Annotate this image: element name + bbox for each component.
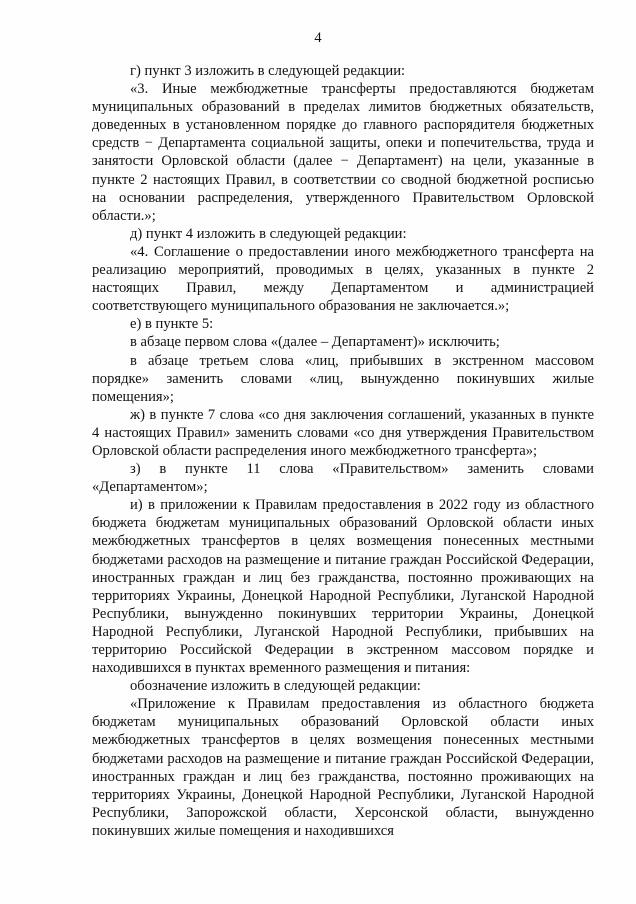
paragraph-d: д) пункт 4 изложить в следующей редакции: [130, 225, 407, 242]
paragraph-appendix-title: «Приложение к Правилам предоставления из областного бюджета бюджетам муниципальных образований Орловской области иных межбюджетных трансфертов в целях возмещения понесенных местными бюджетами расходов на размещение и питание граждан Российской Федерации, иностранных граждан и лиц без гражданства, постоянно проживающих на территориях Украины, Донецкой Народной Республики, Луганской Народной Республики, Запорожской области, Херсонской области, вынужденно покинувших жилые помещения и находившихся [92, 696, 594, 839]
paragraph-i: и) в приложении к Правилам предоставления в 2022 году из областного бюджета бюджетам муниципальных образований Орловской области иных межбюджетных трансфертов в целях возмещения понесенных местными бюджетами расходов на размещение и питание граждан Российской Федерации, иностранных граждан и лиц без гражданства, постоянно проживающих на территориях Украины, Донецкой Народной Республики, Луганской Народной Республики, вынужденно покинувших территории Украины, Донецкой Народной Республики, Луганской Народной Республики, прибывших на территорию Российской Федерации в экстренном массовом порядке и находившихся в пунктах временного размещения и питания: [92, 497, 594, 677]
page-number: 4 [314, 30, 322, 46]
paragraph-e: е) в пункте 5: [130, 316, 214, 333]
paragraph-e-first-abzac: в абзаце первом слова «(далее – Департамент)» исключить; [130, 334, 500, 351]
paragraph-point-3-text: «3. Иные межбюджетные трансферты предоставляются бюджетам муниципальных образований в пределах лимитов бюджетных обязательств, доведенных в установленном порядке до главного распорядителя бюджетных средств − Департамента социальной защиты, опеки и попечительства, труда и занятости Орловской области (далее − Департамент) на цели, указанные в пункте 2 настоящих Правил, в соответствии со сводной бюджетной росписью на основании распределения, утвержденного Правительством Орловской области.»; [92, 81, 594, 224]
paragraph-point-4-text: «4. Соглашение о предоставлении иного межбюджетного трансферта на реализацию мероприятий, проводимых в целях, указанных в пункте 2 настоящих Правил, между Департаментом и администрацией соответствующего муниципального образования не заключается.»; [92, 243, 594, 315]
paragraph-z: з) в пункте 11 слова «Правительством» заменить словами «Департаментом»; [92, 461, 594, 496]
paragraph-e-third-abzac: в абзаце третьем слова «лиц, прибывших в экстренном массовом порядке» заменить словами «лиц, вынужденно покинувших жилые помещения»; [92, 352, 594, 405]
paragraph-designation: обозначение изложить в следующей редакции: [130, 678, 421, 695]
paragraph-zh: ж) в пункте 7 слова «со дня заключения соглашений, указанных в пункте 4 настоящих Правил» заменить словами «со дня утверждения Правительством Орловской области распределения иного межбюджетного трансферта»; [92, 406, 594, 459]
document-body [92, 62, 594, 840]
paragraph-g: г) пункт 3 изложить в следующей редакции: [130, 63, 406, 79]
